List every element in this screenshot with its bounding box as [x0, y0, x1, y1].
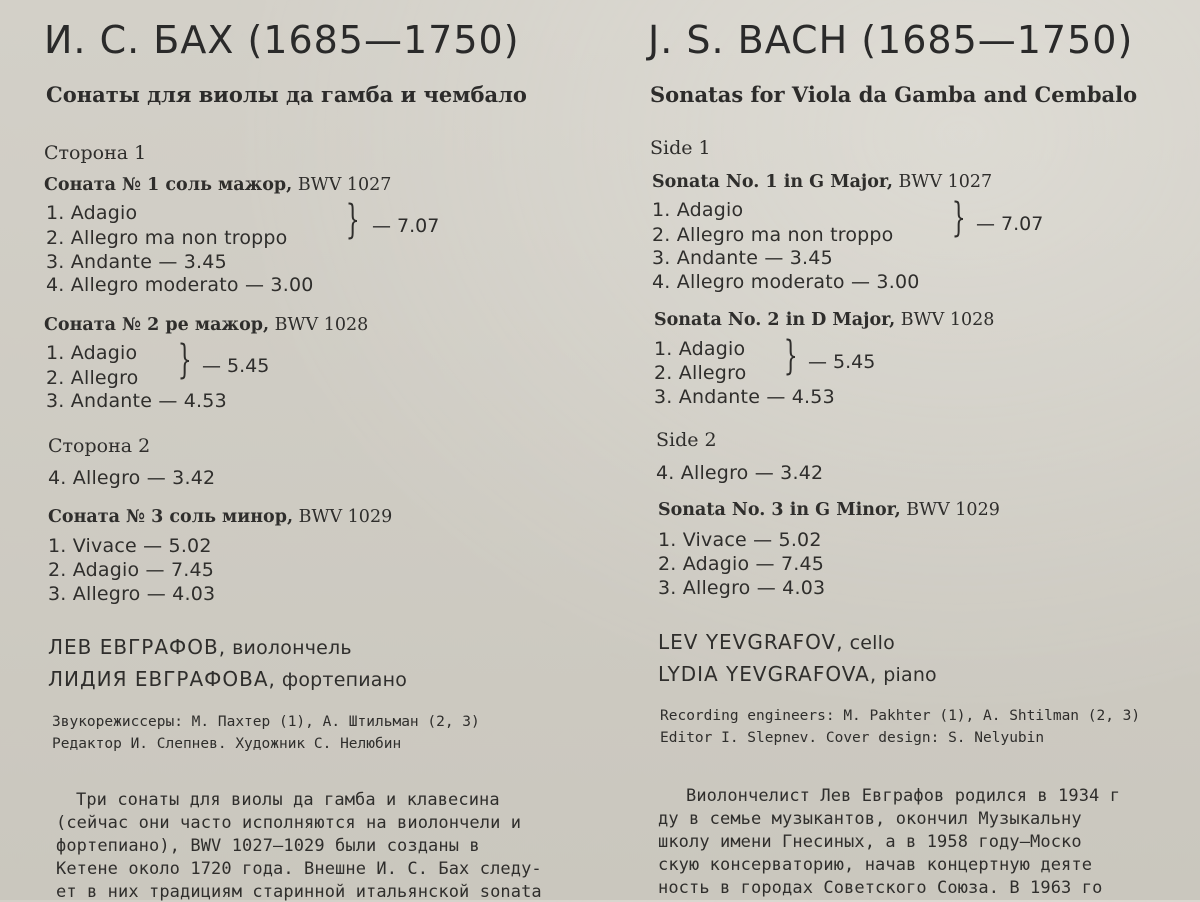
- side-1-label: Сторона 1: [44, 142, 147, 164]
- brace-glyph: }: [783, 333, 798, 379]
- grouped-duration: — 7.07: [372, 215, 440, 237]
- track-list-item: 2. Adagio — 7.45: [48, 559, 215, 581]
- performer-1-role: cello: [849, 632, 895, 654]
- sonata-2-name: Sonata No. 2 in D Major,: [654, 310, 896, 330]
- track-list-item: 2. Adagio — 7.45: [658, 553, 825, 575]
- track-list-item: 3. Andante — 3.45: [46, 251, 227, 273]
- side-1-label: Side 1: [650, 137, 711, 159]
- prose-line: ду в семье музыкантов, окончил Музыкальну: [658, 809, 1082, 829]
- track-list-item: 3. Allegro — 4.03: [48, 583, 216, 605]
- sonata-1-title: [44, 175, 391, 195]
- performer-1: [48, 635, 352, 659]
- performer-2: [658, 662, 937, 686]
- side-2-label: Side 2: [656, 429, 717, 451]
- sonata-1-bwv: BWV 1027: [898, 172, 993, 192]
- brace-glyph: }: [951, 195, 966, 241]
- sonata-1-name: Sonata No. 1 in G Major,: [652, 172, 893, 192]
- grouped-duration: — 5.45: [202, 355, 270, 377]
- sonata-2-bwv: BWV 1028: [900, 310, 995, 330]
- credit-line: Recording engineers: M. Pakhter (1), A. Shtilman (2, 3): [660, 708, 1141, 724]
- sonata-2-name: Соната № 2 ре мажор,: [44, 315, 270, 335]
- prose-line: ность в городах Советского Союза. В 1963 го: [658, 878, 1103, 898]
- sonata-3-name: Sonata No. 3 in G Minor,: [658, 500, 901, 520]
- brace-glyph: }: [345, 197, 360, 243]
- album-subtitle: Sonatas for Viola da Gamba and Cembalo: [650, 82, 1138, 107]
- track-list-item: 3. Andante — 3.45: [652, 247, 833, 269]
- performer-1-role: виолончель: [232, 637, 352, 659]
- track-list-item: 2. Allegro ma non troppo: [46, 227, 288, 249]
- performer-1-name: ЛЕВ ЕВГРАФОВ,: [48, 635, 227, 659]
- track-list-item: 2. Allegro ma non troppo: [652, 224, 894, 246]
- sonata-2-bwv: BWV 1028: [274, 315, 369, 335]
- prose-line: фортепиано), BWV 1027—1029 были созданы в: [56, 836, 480, 856]
- track-list-item: 1. Adagio: [46, 202, 138, 224]
- prose-line: скую консерваторию, начав концертную деяте: [658, 855, 1093, 875]
- prose-line: (сейчас они часто исполняются на виолончели и: [56, 813, 522, 833]
- sonata-3-title: [658, 500, 1000, 520]
- performer-2-name: ЛИДИЯ ЕВГРАФОВА,: [48, 667, 276, 691]
- track-list-item: 3. Andante — 4.53: [46, 390, 227, 412]
- sonata-3-bwv: BWV 1029: [298, 507, 393, 527]
- credit-line: Звукорежиссеры: М. Пахтер (1), А. Штильман (2, 3): [52, 714, 480, 730]
- performer-2: [48, 667, 407, 691]
- performer-1-name: LEV YEVGRAFOV,: [658, 630, 844, 654]
- grouped-duration: — 5.45: [808, 351, 876, 373]
- track-list-item: 4. Allegro moderato — 3.00: [652, 271, 920, 293]
- prose-line: Кетене около 1720 года. Внешне И. С. Бах следу-: [56, 859, 542, 879]
- composer-heading: J. S. BACH (1685—1750): [648, 18, 1134, 62]
- performer-2-role: фортепиано: [281, 669, 408, 691]
- track-list-item: 2. Allegro: [654, 362, 747, 384]
- sonata-3-title: [48, 507, 392, 527]
- prose-line: Три сонаты для виолы да гамба и клавесина: [76, 790, 500, 810]
- sonata-2-title: [44, 315, 368, 335]
- composer-heading: И. С. БАХ (1685—1750): [44, 18, 520, 62]
- track-list-item: 3. Andante — 4.53: [654, 386, 835, 408]
- performer-2-name: LYDIA YEVGRAFOVA,: [658, 662, 878, 686]
- track-list-item: 4. Allegro — 3.42: [656, 462, 824, 484]
- sonata-2-title: [654, 310, 994, 330]
- track-list-item: 4. Allegro — 3.42: [48, 467, 216, 489]
- sonata-1-title: [652, 172, 992, 192]
- sonata-3-bwv: BWV 1029: [906, 500, 1000, 520]
- prose-line: ет в них традициям старинной итальянской sonata: [56, 882, 542, 902]
- performer-1: [658, 630, 895, 654]
- track-list-item: 2. Allegro: [46, 367, 139, 389]
- track-list-item: 1. Adagio: [46, 342, 138, 364]
- album-subtitle: Сонаты для виолы да гамба и чембало: [46, 82, 527, 107]
- brace-glyph: }: [177, 337, 192, 383]
- grouped-duration: — 7.07: [976, 213, 1044, 235]
- sonata-1-name: Соната № 1 соль мажор,: [44, 175, 293, 195]
- side-2-label: Сторона 2: [48, 435, 151, 457]
- prose-line: Виолончелист Лев Евграфов родился в 1934 г: [686, 786, 1121, 806]
- track-list-item: 1. Adagio: [654, 338, 746, 360]
- track-list-item: 3. Allegro — 4.03: [658, 577, 826, 599]
- track-list-item: 1. Adagio: [652, 199, 744, 221]
- credit-line: Редактор И. Слепнев. Художник С. Нелюбин: [52, 736, 402, 752]
- sonata-3-name: Соната № 3 соль минор,: [48, 507, 294, 527]
- prose-line: школу имени Гнесиных, а в 1958 году—Моско: [658, 832, 1082, 852]
- track-list-item: 4. Allegro moderato — 3.00: [46, 274, 314, 296]
- track-list-item: 1. Vivace — 5.02: [658, 529, 822, 551]
- sonata-1-bwv: BWV 1027: [297, 175, 392, 195]
- track-list-item: 1. Vivace — 5.02: [48, 535, 212, 557]
- credit-line: Editor I. Slepnev. Cover design: S. Nelyubin: [660, 730, 1045, 746]
- performer-2-role: piano: [883, 664, 937, 686]
